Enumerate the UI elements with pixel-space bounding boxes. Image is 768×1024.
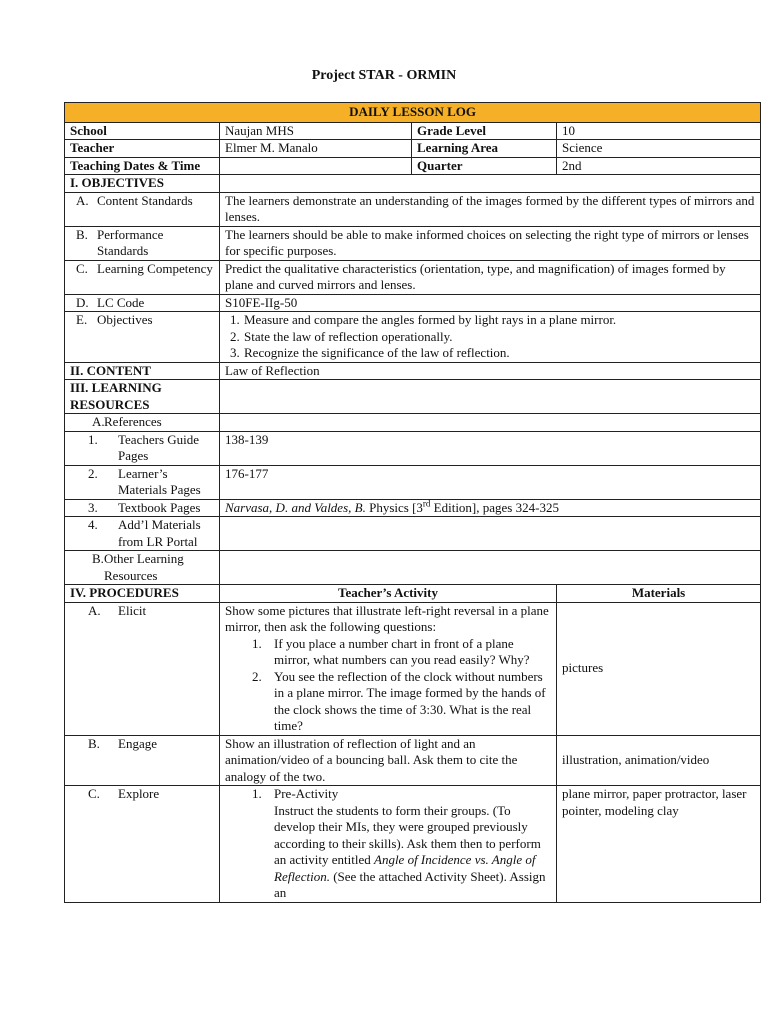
item-number: 1. xyxy=(230,312,240,327)
textbook-title-pre: Physics [3 xyxy=(365,499,423,515)
area-label: Learning Area xyxy=(412,140,557,158)
lc-code-text: S10FE-IIg-50 xyxy=(220,294,761,312)
teachers-activity-header: Teacher’s Activity xyxy=(220,585,557,603)
content-heading: II. CONTENT xyxy=(65,362,220,380)
quarter-label: Quarter xyxy=(412,157,557,175)
content-standards-cell xyxy=(65,192,220,226)
marker: D. xyxy=(76,294,89,310)
item-number: 1. xyxy=(252,635,262,651)
explore-text-1: Instruct the students to form their groups. (To develop their MIs, they were grouped previously according to their skills). Ask them then to perform an activity entitled xyxy=(274,802,541,867)
item-number: 2. xyxy=(230,328,240,344)
item-number: 3. xyxy=(230,345,240,360)
marker: B. xyxy=(92,551,104,566)
teacher-row xyxy=(65,140,761,158)
engage-row xyxy=(65,735,761,786)
marker: 1. xyxy=(88,431,98,447)
performance-standards-row xyxy=(65,226,761,260)
objectives-heading-blank xyxy=(220,175,761,193)
marker: 4. xyxy=(88,517,98,532)
explore-subhead xyxy=(225,786,551,803)
elicit-row xyxy=(65,602,761,735)
teachers-guide-value: 138-139 xyxy=(220,431,761,465)
marker: A. xyxy=(88,602,101,618)
marker: 3. xyxy=(88,499,98,515)
other-resources-value xyxy=(220,551,761,585)
explore-cell xyxy=(65,786,220,903)
marker: 2. xyxy=(88,465,98,481)
teacher-value: Elmer M. Manalo xyxy=(220,140,412,158)
list-item xyxy=(225,345,755,362)
elicit-materials: pictures xyxy=(557,602,761,735)
item-text: You see the reflection of the clock without numbers in a plane mirror. The image formed by the hands of the clock shows the time of 3:30. What is the real time? xyxy=(274,668,546,733)
learners-materials-label: Learner’s Materials Pages xyxy=(118,465,201,497)
school-value: Naujan MHS xyxy=(220,122,412,140)
textbook-edition-sup: rd xyxy=(422,498,431,509)
addl-materials-value xyxy=(220,517,761,551)
elicit-activity xyxy=(220,602,557,735)
marker: C. xyxy=(88,786,100,801)
engage-cell xyxy=(65,735,220,786)
textbook-author: Narvasa, D. and Valdes, B. xyxy=(225,499,366,515)
performance-standards-text: The learners should be able to make informed choices on selecting the right type of mirrors or lenses for specific purposes. xyxy=(220,226,761,260)
addl-materials-cell xyxy=(65,517,220,551)
dates-row xyxy=(65,157,761,175)
textbook-pages-row xyxy=(65,499,761,517)
school-row xyxy=(65,122,761,140)
textbook-pages-label: Textbook Pages xyxy=(118,499,201,515)
addl-materials-label: Add’l Materials from LR Portal xyxy=(118,517,201,549)
learning-competency-label: Learning Competency xyxy=(97,260,213,276)
addl-materials-row xyxy=(65,517,761,551)
explore-activity xyxy=(220,786,557,903)
resources-heading: III. LEARNING RESOURCES xyxy=(65,380,220,414)
learning-competency-cell xyxy=(65,260,220,294)
item-text: If you place a number chart in front of a plane mirror, what numbers can you read easily? Why? xyxy=(274,635,530,667)
explore-row xyxy=(65,786,761,903)
list-item xyxy=(252,636,551,669)
list-item xyxy=(252,669,551,735)
references-label: References xyxy=(104,414,162,429)
teachers-guide-label: Teachers Guide Pages xyxy=(118,431,200,463)
references-row xyxy=(65,414,761,432)
item-text: State the law of reflection operationally. xyxy=(244,328,453,344)
other-resources-row xyxy=(65,551,761,585)
banner-row xyxy=(65,103,761,123)
item-text: Recognize the significance of the law of reflection. xyxy=(244,345,510,360)
lc-code-cell xyxy=(65,294,220,312)
content-standards-text: The learners demonstrate an understanding of the images formed by the different types of mirrors and lenses. xyxy=(220,192,761,226)
elicit-cell xyxy=(65,602,220,735)
materials-header: Materials xyxy=(557,585,761,603)
dates-label: Teaching Dates & Time xyxy=(65,157,220,175)
content-value: Law of Reflection xyxy=(220,362,761,380)
grade-value: 10 xyxy=(557,122,761,140)
learning-competency-row xyxy=(65,260,761,294)
content-standards-label: Content Standards xyxy=(97,192,193,208)
learners-materials-value: 176-177 xyxy=(220,465,761,499)
procedures-heading: IV. PROCEDURES xyxy=(65,585,220,603)
grade-label: Grade Level xyxy=(412,122,557,140)
performance-standards-cell xyxy=(65,226,220,260)
teacher-label: Teacher xyxy=(65,140,220,158)
learners-materials-row xyxy=(65,465,761,499)
marker: A. xyxy=(92,414,105,429)
resources-heading-blank xyxy=(220,380,761,414)
area-value: Science xyxy=(557,140,761,158)
objectives-list-cell xyxy=(220,312,761,363)
banner: DAILY LESSON LOG xyxy=(65,103,761,123)
school-label: School xyxy=(65,122,220,140)
references-blank xyxy=(220,414,761,432)
engage-materials: illustration, animation/video xyxy=(557,735,761,786)
marker: A. xyxy=(76,192,89,208)
item-number: 1. xyxy=(252,786,262,801)
explore-sub-title: Pre-Activity xyxy=(274,786,339,801)
learners-materials-cell xyxy=(65,465,220,499)
objectives-list xyxy=(225,312,755,362)
performance-standards-label: Performance Standards xyxy=(97,226,164,258)
objectives-label: Objectives xyxy=(97,312,153,327)
marker: E. xyxy=(76,312,88,327)
elicit-questions xyxy=(225,636,551,735)
list-item xyxy=(225,312,755,329)
textbook-pages-value xyxy=(220,499,761,517)
item-number: 2. xyxy=(252,668,262,684)
learning-competency-text: Predict the qualitative characteristics (orientation, type, and magnification) of images formed by plane and curved mirrors and lenses. xyxy=(220,260,761,294)
teachers-guide-cell xyxy=(65,431,220,465)
textbook-title-post: Edition], pages 324-325 xyxy=(430,499,559,515)
marker: B. xyxy=(88,735,100,751)
resources-heading-row xyxy=(65,380,761,414)
elicit-intro: Show some pictures that illustrate left-right reversal in a plane mirror, then ask the following questions: xyxy=(225,602,549,634)
engage-label: Engage xyxy=(118,735,157,751)
explore-text-2: (See the attached Activity Sheet). Assign an xyxy=(274,868,546,900)
explore-materials: plane mirror, paper protractor, laser pointer, modeling clay xyxy=(557,786,761,903)
references-cell xyxy=(65,414,220,432)
daily-lesson-log-table xyxy=(64,102,761,903)
objectives-cell xyxy=(65,312,220,363)
explore-activity-title: Angle of Incidence vs. Angle of Reflection. xyxy=(274,852,536,884)
procedures-heading-row xyxy=(65,585,761,603)
content-standards-row xyxy=(65,192,761,226)
objectives-heading: I. OBJECTIVES xyxy=(65,175,220,193)
lc-code-row xyxy=(65,294,761,312)
objectives-row xyxy=(65,312,761,363)
dates-value xyxy=(220,157,412,175)
other-resources-cell xyxy=(65,551,220,585)
item-text: Measure and compare the angles formed by light rays in a plane mirror. xyxy=(244,312,617,327)
teachers-guide-row xyxy=(65,431,761,465)
content-row xyxy=(65,362,761,380)
objectives-heading-row xyxy=(65,175,761,193)
explore-instructions xyxy=(225,803,551,902)
document-title: Project STAR - ORMIN xyxy=(311,68,457,83)
other-resources-label: Other Learning Resources xyxy=(104,551,184,583)
list-item xyxy=(225,329,755,346)
explore-label: Explore xyxy=(118,786,160,801)
elicit-label: Elicit xyxy=(118,602,147,618)
quarter-value: 2nd xyxy=(557,157,761,175)
lc-code-label: LC Code xyxy=(97,294,145,310)
engage-activity: Show an illustration of reflection of light and an animation/video of a bouncing ball. Ask them to cite the analogy of the two. xyxy=(220,735,557,786)
marker: C. xyxy=(76,260,88,276)
textbook-pages-cell xyxy=(65,499,220,517)
marker: B. xyxy=(76,226,88,242)
